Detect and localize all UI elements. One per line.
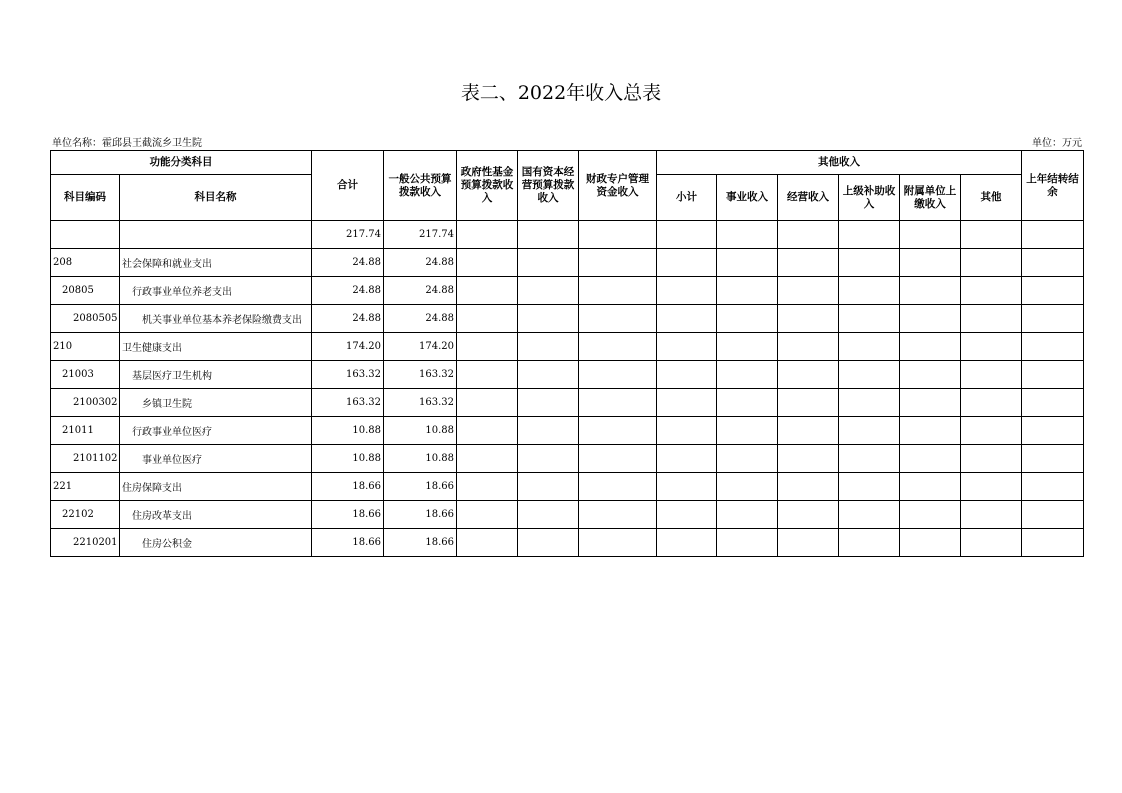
general-budget-cell: 24.88 (384, 277, 457, 305)
table-row (51, 221, 1084, 249)
empty-cell (839, 333, 900, 361)
empty-cell (961, 333, 1022, 361)
subject-code-cell: 210 (51, 333, 120, 361)
empty-cell (518, 473, 579, 501)
general-budget-cell: 163.32 (384, 389, 457, 417)
empty-cell (900, 501, 961, 529)
empty-cell (457, 277, 518, 305)
subject-code-cell: 21003 (51, 361, 120, 389)
empty-cell (657, 389, 717, 417)
other-income-header: 其他收入 (657, 151, 1022, 175)
superior-subsidy-header: 上级补助收入 (839, 175, 900, 221)
empty-cell (518, 305, 579, 333)
empty-cell (900, 221, 961, 249)
empty-cell (717, 277, 778, 305)
general-budget-cell: 10.88 (384, 445, 457, 473)
empty-cell (778, 417, 839, 445)
subject-code-cell: 2210201 (51, 529, 120, 557)
empty-cell (839, 305, 900, 333)
empty-cell (657, 417, 717, 445)
empty-cell (1022, 333, 1084, 361)
empty-cell (778, 445, 839, 473)
empty-cell (717, 473, 778, 501)
subject-code-cell: 221 (51, 473, 120, 501)
fiscal-special-header: 财政专户管理资金收入 (579, 151, 657, 221)
subject-name-cell: 行政事业单位养老支出 (120, 277, 312, 305)
empty-cell (518, 529, 579, 557)
empty-cell (657, 221, 717, 249)
subject-code-cell: 21011 (51, 417, 120, 445)
total-cell: 163.32 (312, 361, 384, 389)
empty-cell (657, 529, 717, 557)
empty-cell (1022, 361, 1084, 389)
empty-cell (839, 473, 900, 501)
general-budget-cell: 24.88 (384, 249, 457, 277)
empty-cell (579, 221, 657, 249)
empty-cell (1022, 277, 1084, 305)
subject-name-cell: 住房公积金 (120, 529, 312, 557)
empty-cell (900, 473, 961, 501)
empty-cell (579, 473, 657, 501)
empty-cell (778, 333, 839, 361)
empty-cell (579, 361, 657, 389)
empty-cell (579, 501, 657, 529)
empty-cell (1022, 529, 1084, 557)
empty-cell (518, 389, 579, 417)
empty-cell (579, 333, 657, 361)
empty-cell (717, 305, 778, 333)
empty-cell (900, 361, 961, 389)
empty-cell (518, 249, 579, 277)
empty-cell (657, 473, 717, 501)
empty-cell (839, 501, 900, 529)
total-cell: 18.66 (312, 473, 384, 501)
general-budget-cell: 174.20 (384, 333, 457, 361)
subject-code-cell: 2080505 (51, 305, 120, 333)
table-body (51, 221, 1084, 557)
empty-cell (518, 333, 579, 361)
empty-cell (457, 221, 518, 249)
empty-cell (961, 389, 1022, 417)
table-row (51, 389, 1084, 417)
empty-cell (579, 249, 657, 277)
empty-cell (778, 501, 839, 529)
empty-cell (961, 473, 1022, 501)
total-cell: 217.74 (312, 221, 384, 249)
table-row (51, 277, 1084, 305)
empty-cell (657, 445, 717, 473)
subject-code-cell: 20805 (51, 277, 120, 305)
subject-name-cell: 行政事业单位医疗 (120, 417, 312, 445)
empty-cell (717, 333, 778, 361)
empty-cell (1022, 501, 1084, 529)
empty-cell (778, 305, 839, 333)
empty-cell (579, 529, 657, 557)
subject-name-cell: 住房保障支出 (120, 473, 312, 501)
empty-cell (900, 277, 961, 305)
subject-code-cell: 2100302 (51, 389, 120, 417)
function-category-header: 功能分类科目 (51, 151, 312, 175)
empty-cell (717, 445, 778, 473)
subject-name-cell: 社会保障和就业支出 (120, 249, 312, 277)
subject-code-cell: 2101102 (51, 445, 120, 473)
empty-cell (1022, 221, 1084, 249)
table-row (51, 445, 1084, 473)
subject-name-header: 科目名称 (120, 175, 312, 221)
total-cell: 24.88 (312, 277, 384, 305)
empty-cell (961, 221, 1022, 249)
subject-code-cell (51, 221, 120, 249)
empty-cell (717, 501, 778, 529)
table-row (51, 333, 1084, 361)
empty-cell (518, 445, 579, 473)
empty-cell (961, 305, 1022, 333)
empty-cell (1022, 249, 1084, 277)
empty-cell (900, 305, 961, 333)
subject-name-cell: 机关事业单位基本养老保险缴费支出 (120, 305, 312, 333)
empty-cell (778, 221, 839, 249)
empty-cell (900, 389, 961, 417)
empty-cell (1022, 417, 1084, 445)
empty-cell (717, 361, 778, 389)
empty-cell (717, 221, 778, 249)
income-summary-table (50, 150, 1084, 557)
table-row (51, 417, 1084, 445)
total-cell: 18.66 (312, 529, 384, 557)
subtotal-header: 小计 (657, 175, 717, 221)
table-row (51, 361, 1084, 389)
subject-name-cell: 乡镇卫生院 (120, 389, 312, 417)
table-row (51, 305, 1084, 333)
empty-cell (579, 389, 657, 417)
table-row (51, 529, 1084, 557)
total-header: 合计 (312, 151, 384, 221)
subject-name-cell: 事业单位医疗 (120, 445, 312, 473)
general-budget-cell: 18.66 (384, 473, 457, 501)
gov-fund-header: 政府性基金预算拨款收入 (457, 151, 518, 221)
subject-name-cell: 住房改革支出 (120, 501, 312, 529)
total-cell: 24.88 (312, 305, 384, 333)
empty-cell (457, 389, 518, 417)
total-cell: 18.66 (312, 501, 384, 529)
empty-cell (518, 277, 579, 305)
empty-cell (961, 417, 1022, 445)
empty-cell (778, 361, 839, 389)
total-cell: 24.88 (312, 249, 384, 277)
business-income-header: 事业收入 (717, 175, 778, 221)
subject-name-cell: 卫生健康支出 (120, 333, 312, 361)
empty-cell (778, 249, 839, 277)
empty-cell (657, 361, 717, 389)
empty-cell (457, 501, 518, 529)
empty-cell (900, 333, 961, 361)
total-cell: 10.88 (312, 445, 384, 473)
subject-name-cell: 基层医疗卫生机构 (120, 361, 312, 389)
empty-cell (778, 529, 839, 557)
subject-code-cell: 208 (51, 249, 120, 277)
empty-cell (579, 305, 657, 333)
empty-cell (961, 249, 1022, 277)
empty-cell (579, 417, 657, 445)
empty-cell (717, 389, 778, 417)
empty-cell (657, 249, 717, 277)
empty-cell (961, 529, 1022, 557)
empty-cell (457, 417, 518, 445)
empty-cell (961, 445, 1022, 473)
empty-cell (457, 305, 518, 333)
empty-cell (1022, 473, 1084, 501)
empty-cell (457, 529, 518, 557)
total-cell: 163.32 (312, 389, 384, 417)
empty-cell (778, 389, 839, 417)
subject-code-cell: 22102 (51, 501, 120, 529)
empty-cell (900, 249, 961, 277)
general-budget-cell: 10.88 (384, 417, 457, 445)
empty-cell (579, 445, 657, 473)
empty-cell (778, 277, 839, 305)
empty-cell (457, 361, 518, 389)
empty-cell (839, 361, 900, 389)
general-budget-header: 一般公共预算拨款收入 (384, 151, 457, 221)
empty-cell (717, 529, 778, 557)
currency-unit-label: 单位：万元 (1032, 138, 1082, 149)
table-row (51, 473, 1084, 501)
empty-cell (778, 473, 839, 501)
empty-cell (839, 529, 900, 557)
empty-cell (839, 221, 900, 249)
general-budget-cell: 18.66 (384, 501, 457, 529)
empty-cell (518, 361, 579, 389)
total-cell: 174.20 (312, 333, 384, 361)
empty-cell (457, 333, 518, 361)
subject-name-cell (120, 221, 312, 249)
empty-cell (839, 445, 900, 473)
empty-cell (961, 361, 1022, 389)
empty-cell (518, 221, 579, 249)
empty-cell (1022, 389, 1084, 417)
empty-cell (900, 445, 961, 473)
general-budget-cell: 24.88 (384, 305, 457, 333)
total-cell: 10.88 (312, 417, 384, 445)
empty-cell (717, 417, 778, 445)
empty-cell (839, 417, 900, 445)
state-capital-header: 国有资本经营预算拨款收入 (518, 151, 579, 221)
empty-cell (839, 249, 900, 277)
empty-cell (457, 445, 518, 473)
general-budget-cell: 163.32 (384, 361, 457, 389)
empty-cell (457, 249, 518, 277)
carryover-header: 上年结转结余 (1022, 151, 1084, 221)
empty-cell (900, 529, 961, 557)
other-header: 其他 (961, 175, 1022, 221)
empty-cell (839, 389, 900, 417)
empty-cell (457, 473, 518, 501)
empty-cell (657, 501, 717, 529)
empty-cell (1022, 445, 1084, 473)
empty-cell (961, 501, 1022, 529)
empty-cell (1022, 305, 1084, 333)
empty-cell (518, 501, 579, 529)
empty-cell (657, 277, 717, 305)
unit-name-label: 单位名称：霍邱县王截流乡卫生院 (52, 138, 202, 149)
general-budget-cell: 18.66 (384, 529, 457, 557)
subject-code-header: 科目编码 (51, 175, 120, 221)
empty-cell (961, 277, 1022, 305)
table-row (51, 249, 1084, 277)
empty-cell (518, 417, 579, 445)
general-budget-cell: 217.74 (384, 221, 457, 249)
operating-income-header: 经营收入 (778, 175, 839, 221)
empty-cell (900, 417, 961, 445)
empty-cell (657, 305, 717, 333)
empty-cell (657, 333, 717, 361)
table-row (51, 501, 1084, 529)
affiliated-income-header: 附属单位上缴收入 (900, 175, 961, 221)
empty-cell (839, 277, 900, 305)
page-title: 表二、2022年收入总表 (460, 82, 662, 104)
empty-cell (717, 249, 778, 277)
empty-cell (579, 277, 657, 305)
